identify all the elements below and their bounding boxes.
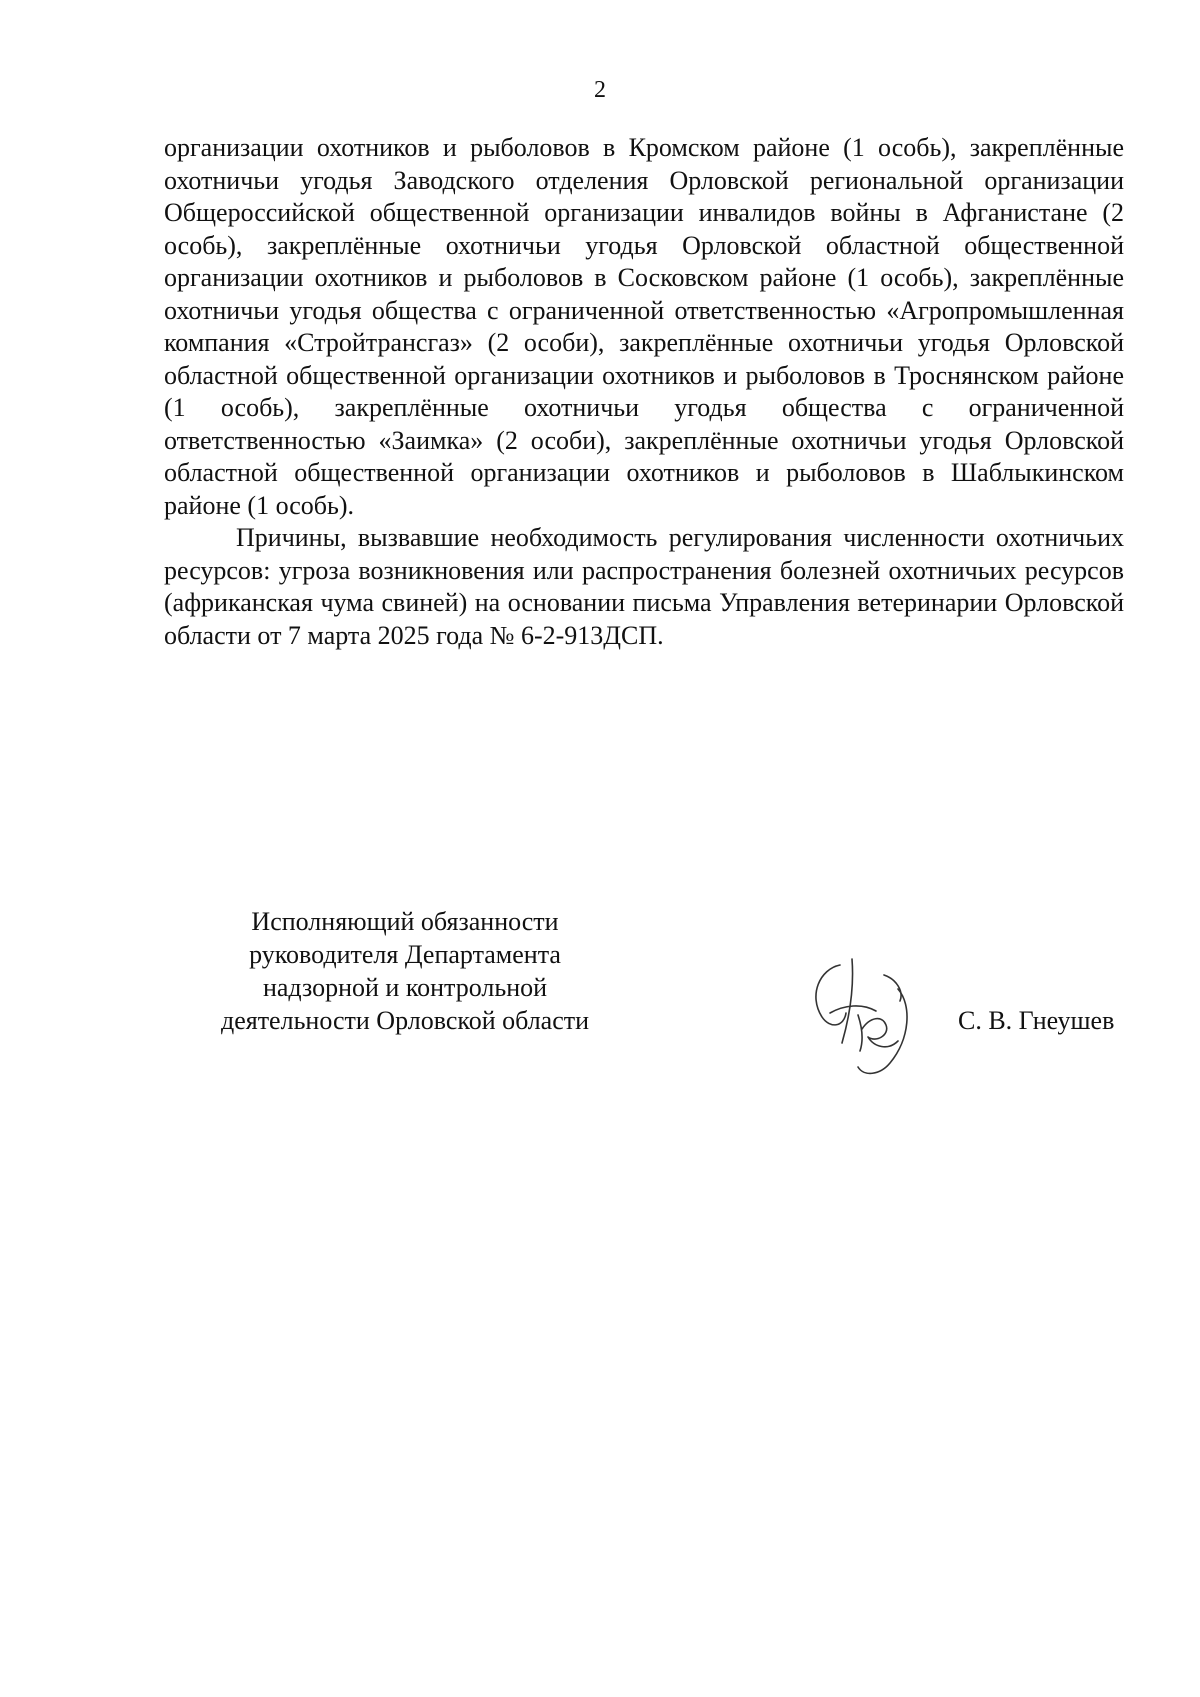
signatory-position-line: руководителя Департамента xyxy=(249,940,561,969)
body-paragraph-continuation: организации охотников и рыболовов в Кромском районе (1 особь), закреплённые охотничьи угодья Заводского отделения Орловской региональной организации Общероссийской общественной организации инвалидов войны в Афганистане (2 особь), закреплённые охотничьи угодья Орловской областной общественной организации охотников и рыболовов в Сосковском районе (1 особь), закреплённые охотничьи угодья общества с ограниченной ответственностью «Агропромышленная компания «Стройтрансгаз» (2 особи), закреплённые охотничьи угодья Орловской областной общественной организации охотников и рыболовов в Троснянском районе (1 особь), закреплённые охотничьи угодья общества с ограниченной ответственностью «Заимка» (2 особи), закреплённые охотничьи угодья Орловской областной общественной организации охотников и рыболовов в Шаблыкинском районе (1 особь). xyxy=(164,133,1124,520)
signatory-position-line: деятельности Орловской области xyxy=(220,1006,590,1035)
signatory-position-line: Исполняющий обязанности xyxy=(251,907,559,936)
body-paragraph-reasons: Причины, вызвавшие необходимость регулирования численности охотничьих ресурсов: угроза возникновения или распространения болезней охотничьих ресурсов (африканская чума свиней) на основании письма Управления ветеринарии Орловской области от 7 марта 2025 года № 6-2-913ДСП. xyxy=(164,523,1124,650)
document-body xyxy=(164,132,1124,652)
signatory-position xyxy=(150,905,660,1037)
page-number: 2 xyxy=(594,77,606,103)
handwritten-signature-icon xyxy=(800,955,940,1080)
signer-name: С. В. Гнеушев xyxy=(958,1006,1115,1035)
signatory-position-line: надзорной и контрольной xyxy=(262,973,548,1002)
